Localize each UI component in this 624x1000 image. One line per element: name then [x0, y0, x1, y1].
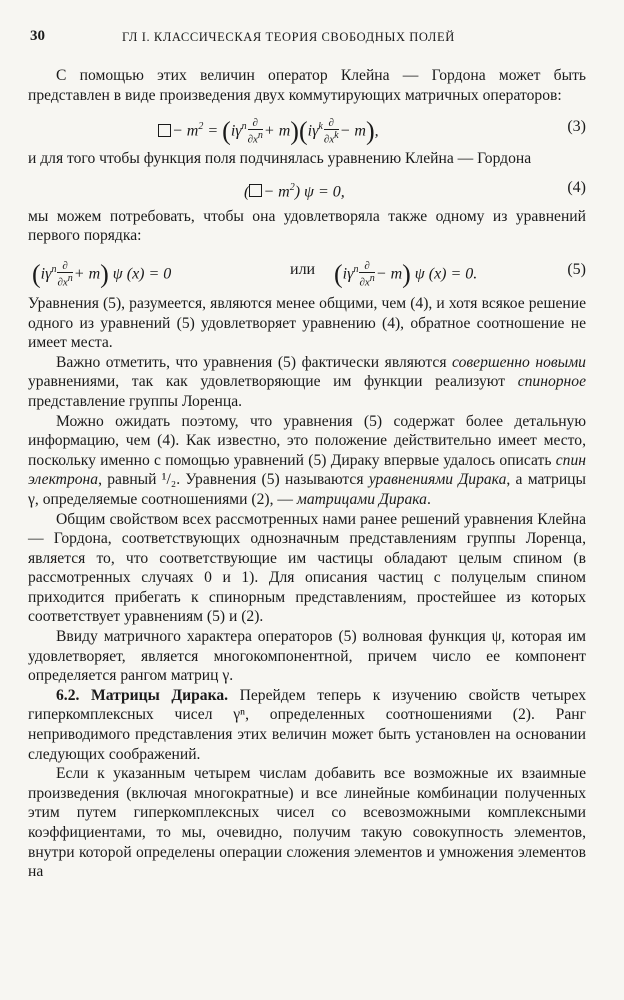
- equation-4: [28, 171, 586, 205]
- paragraph: Можно ожидать поэтому, что уравнения (5) содержат более детальную информацию, чем (4). Как известно, это положение действительно имеет место, поскольку именно с помощью уравнений (5) Дираку впервые удалось описать спин электрона, равный ¹/₂. Уравнения (5) называются уравнениями Дирака, а матрицы γ, определяемые соотношениями (2), — матрицами Дирака.: [28, 412, 586, 508]
- equation-5-left: ($i\gamma^n$ $\frac{\partial}{\partial x^n}$ + m) ψ (x) = 0: [32, 259, 172, 289]
- equation-3: [28, 107, 586, 147]
- equation-5-or: или: [290, 260, 316, 278]
- paragraph: Если к указанным четырем числам добавить все возможные их взаимные произведения (включая многократные) и все линейные комбинации полученных этим путем гиперкомплексных чисел со всевозможными комплексными коэффициентами, то мы, очевидно, получим такую совокупность элементов, внутри которой определены операции сложения элементов и умножения элементов на: [28, 765, 586, 881]
- section-title: 6.2. Матрицы Дирака.: [56, 686, 229, 704]
- section-paragraph: 6.2. Матрицы Дирака. Перейдем теперь к изучению свойств четырех гиперкомплексных чисел γⁿ, определенных соотношениями (2). Ранг неприводимого представления этих величин может быть установлен на основании следующих соображений.: [28, 686, 586, 763]
- equation-4-formula: ( − $m^2$) ψ = 0,: [244, 181, 345, 201]
- paragraph: Важно отметить, что уравнения (5) фактически являются совершенно новыми уравнениями, так как удовлетворяющие им функции реализуют спинорное представление группы Лоренца.: [28, 353, 586, 410]
- equation-5-right: ($i\gamma^n$ $\frac{\partial}{\partial x^n}$ − m) ψ (x) = 0.: [334, 259, 478, 289]
- emphasis: уравнениями Дирака: [368, 471, 507, 489]
- paragraph: Ввиду матричного характера операторов (5) волновая функция ψ, которая им удовлетворяет, является многокомпонентной, причем число ее компонент определяется рангом матриц γ.: [28, 628, 586, 685]
- equation-4-number: (4): [567, 178, 586, 196]
- equation-5-number: (5): [567, 260, 586, 278]
- page-number: 30: [30, 28, 45, 44]
- emphasis: спин электрона: [28, 451, 586, 489]
- emphasis: матрицами Дирака: [296, 490, 427, 508]
- paragraph: Уравнения (5), разумеется, являются менее общими, чем (4), и хотя всякое решение одного из уравнений (5) удовлетворяет уравнению (4), обратное соотношение не имеет места.: [28, 294, 586, 352]
- paragraph: мы можем потребовать, чтобы она удовлетворяла также одному из уравнений первого порядка:: [28, 207, 586, 245]
- emphasis: спинорное: [517, 373, 586, 391]
- paragraph: и для того чтобы функция поля подчинялась уравнению Клейна — Гордона: [28, 150, 532, 168]
- paragraph: С помощью этих величин оператор Клейна — Гордона может быть представлен в виде произведения двух коммутирующих матричных операторов:: [28, 67, 586, 104]
- paragraph: Общим свойством всех рассмотренных нами ранее решений уравнения Клейна — Гордона, соответствующих однозначным представлениям группы Лоренца, является то, что соответствующие им частицы обладают целым спином (в рассмотренных случаях 0 и 1). Для описания частиц с полуцелым спином приходится прибегать к спинорным представлениям, простейшее из которых соответствует уравнениям (5) и (2).: [28, 510, 586, 626]
- emphasis: совершенно новыми: [452, 353, 586, 371]
- running-head: ГЛ I. КЛАССИЧЕСКАЯ ТЕОРИЯ СВОБОДНЫХ ПОЛЕЙ: [122, 30, 455, 44]
- body-text: [28, 66, 586, 882]
- equation-3-number: (3): [567, 118, 586, 136]
- equation-3-formula: − $m^2 = (i\gamma^n$ $\frac{\partial}{\partial x^n}$ + $m)(i\gamma^k$ $\frac{\partial}{\partial x^k}$ − m),: [158, 107, 379, 151]
- equation-5: [28, 248, 586, 292]
- page-header: [28, 28, 586, 48]
